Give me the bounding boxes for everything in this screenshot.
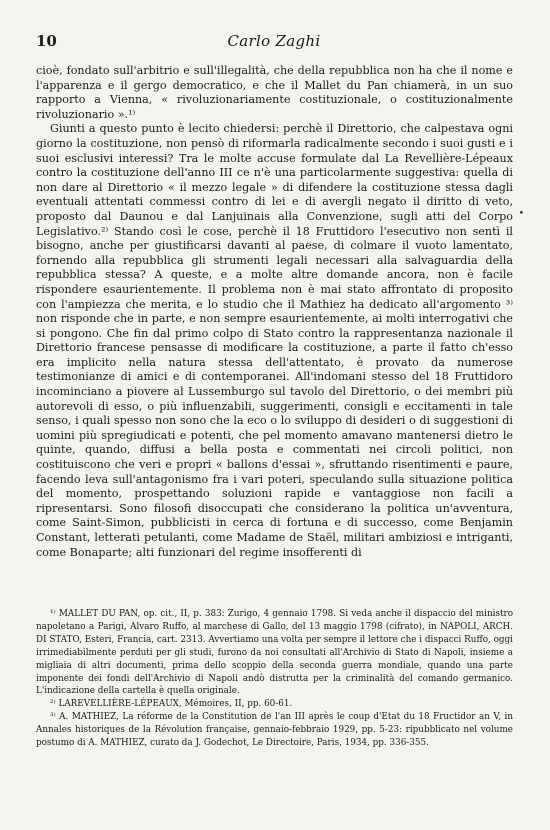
main-text (36, 64, 513, 560)
footnote: ²⁾ LAREVELLIÈRE-LÉPEAUX, Mémoires, II, pp. 60-61. (50, 699, 293, 710)
margin-mark: • (518, 209, 524, 219)
paragraph: cioè, fondato sull'arbitrio e sull'illegalità, che della repubblica non ha che il nome e l'apparenza e il gergo democratico, e che il Mallet du Pan chiamerà, in un suo rapporto a Vienna, « rivoluzionariamente costituzionale, o costituzionalmente rivoluzionario ».¹⁾ (36, 64, 513, 121)
footnote: ¹⁾ MALLET DU PAN, op. cit., II, p. 383: Zurigo, 4 gennaio 1798. Si veda anche il dispaccio del ministro napoletano a Parigi, Alvaro Ruffo, al marchese di Gallo, del 13 maggio 1798 (cifrato), in NAPOLI, ARCH. DI STATO, Esteri, Francia, cart. 2313. Avvertiamo una volta per sempre il lettore che i dispacci Ruffo, oggi irrimediabilmente perduti per gli studi, furono da noi consultati all'Archivio di Stato di Napoli, insieme a migliaia di altri documenti, prima dello scoppio della seconda guerra mondiale, quando una parte imponente dei fondi dell'Archivio di Napoli andò distrutta per la criminalità del comando germanico. L'indicazione della cartella è quella originale. (36, 609, 513, 697)
page-header (36, 32, 512, 52)
paragraph: Giunti a questo punto è lecito chiedersi: perchè il Direttorio, che calpestava ogni giorno la costituzione, non pensò di riformarla radicalmente secondo i suoi gusti e i suoi esclusivi interessi? Tra le molte accuse formulate dal La Revellière-Lépeaux contro la costituzione dell'anno III ce n'è una particolarmente suggestiva: quella di non dare al Direttorio « il mezzo legale » di difendere la costituzione stessa dagli eventuali attentati commessi contro di lei e di avergli negato il diritto di veto, proposto dal Daunou e dal Lanjuinais alla Convenzione, sugli atti del Corpo Legislativo.²⁾ Stando così le cose, perchè il 18 Fruttidoro l'esecutivo non sentì il bisogno, anche per giustificarsi davanti al paese, di colmare il vuoto lamentato, fornendo alla repubblica gli strumenti legali necessari alla salvaguardia della repubblica stessa? A queste, e a molte altre domande ancora, non è facile rispondere esaurientemente. Il problema non è mai stato affrontato di proposito con l'ampiezza che merita, e lo studio che il Mathiez ha dedicato all'argomento ³⁾ non risponde che in parte, e non sempre esaurientemente, ai molti interrogativi che si pongono. Che fin dal primo colpo di Stato contro la rappresentanza nazionale il Direttorio francese pensasse di modificare la costituzione, a parte il fatto ch'esso era implicito nella natura stessa dell'attentato, è provato da numerose testimonianze di amici e di contemporanei. All'indomani stesso del 18 Fruttidoro incominciano a piovere al Lussemburgo sul tavolo del Direttorio, o dei membri più autorevoli di esso, o più influenzabili, suggerimenti, consigli e eccitamenti in tale senso, i quali spesso non sono che la eco o lo sviluppo di desideri o di suggestioni di uomini più spregiudicati e potenti, che pel momento amavano mantenersi dietro le quinte, quando, diffusi a bella posta e commentati nei circoli politici, non costituiscono che veri e propri « ballons d'essai », sfruttando risentimenti e paure, facendo leva sull'antagonismo fra i vari poteri, speculando sulla situazione politica del momento, prospettando soluzioni rapide e vantaggiose non facili a ripresentarsi. Sono filosofi disoccupati che considerano la politica un'avventura, come Saint-Simon, pubblicisti in cerca di fortuna e di successo, come Benjamin Constant, letterati petulanti, come Madame de Staël, militari ambiziosi e intriganti, come Bonaparte; alti funzionari del regime insofferenti di (36, 122, 513, 559)
footnote: ³⁾ A. MATHIEZ, La réforme de la Constitution de l'an III après le coup d'Etat du 18 Fructidor an V, in Annales historiques de la Révolution française, gennaio-febbraio 1929, pp. 5-23: ripubblicato nel volume postumo di A. MATHIEZ, curato da J. Godechot, Le Directoire, Paris, 1934, pp. 336-355. (36, 712, 513, 749)
running-head: Carlo Zaghi (227, 32, 321, 50)
page-number: 10 (36, 32, 57, 50)
footnotes (36, 608, 513, 750)
